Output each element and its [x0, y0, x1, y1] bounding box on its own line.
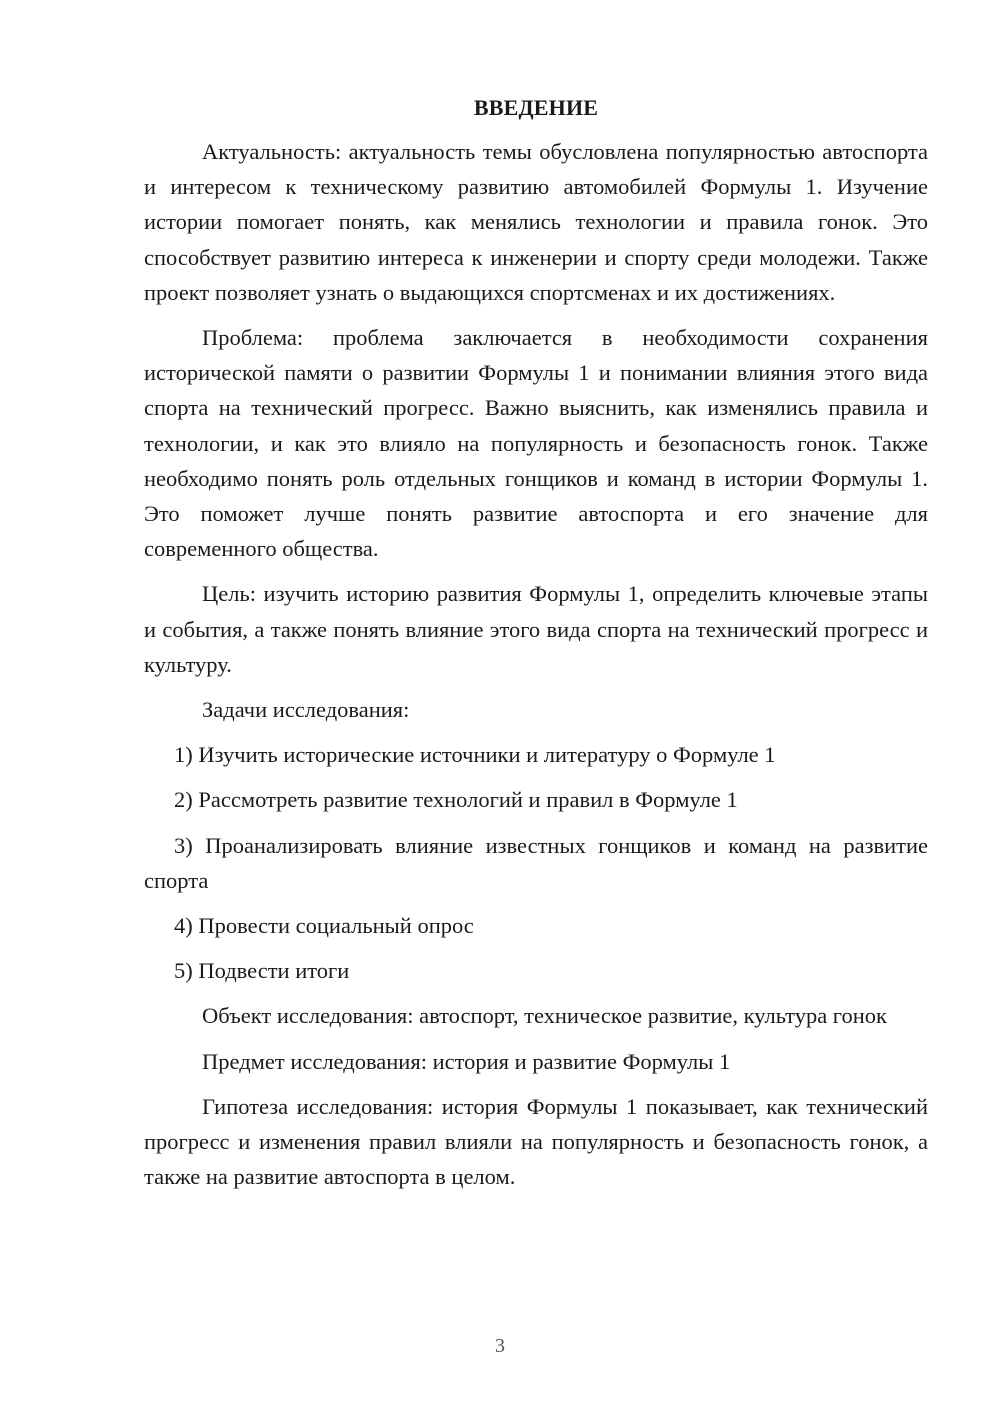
page-number: 3 [495, 1335, 505, 1357]
relevance-paragraph: Актуальность: актуальность темы обусловлена популярностью автоспорта и интересом к техническому развитию автомобилей Формулы 1. Изучение истории помогает понять, как менялись технологии и правила гонок. Это способствует развитию интереса к инженерии и спорту среди молодежи. Также проект позволяет узнать о выдающихся спортсменах и их достижениях. [144, 139, 928, 305]
hypothesis-paragraph: Гипотеза исследования: история Формулы 1 показывает, как технический прогресс и изменения правил влияли на популярность и безопасность гонок, а также на развитие автоспорта в целом. [144, 1093, 928, 1190]
goal-paragraph: Цель: изучить историю развития Формулы 1, определить ключевые этапы и события, а также понять влияние этого вида спорта на технический прогресс и культуру. [144, 581, 928, 677]
task-item-2: 2) Рассмотреть развитие технологий и правил в Формуле 1 [174, 787, 738, 813]
task-item-4: 4) Провести социальный опрос [174, 913, 474, 939]
document-page [144, 90, 928, 1390]
task-item-5: 5) Подвести итоги [174, 958, 350, 984]
tasks-heading: Задачи исследования: [202, 697, 410, 723]
task-item-3: 3) Проанализировать влияние известных гонщиков и команд на развитие спорта [144, 832, 928, 893]
task-item-1: 1) Изучить исторические источники и литературу о Формуле 1 [174, 742, 776, 768]
subject-paragraph: Предмет исследования: история и развитие Формулы 1 [202, 1048, 731, 1074]
problem-paragraph: Проблема: проблема заключается в необходимости сохранения исторической памяти о развитии Формулы 1 и понимании влияния этого вида спорта на технический прогресс. Важно выяснить, как изменялись правила и технологии, и как это влияло на популярность и безопасность гонок. Также необходимо понять роль отдельных гонщиков и команд в истории Формулы 1. Это поможет лучше понять развитие автоспорта и его значение для современного общества. [144, 325, 928, 562]
section-title: ВВЕДЕНИЕ [473, 95, 599, 120]
object-paragraph: Объект исследования: автоспорт, техническое развитие, культура гонок [202, 1003, 887, 1029]
